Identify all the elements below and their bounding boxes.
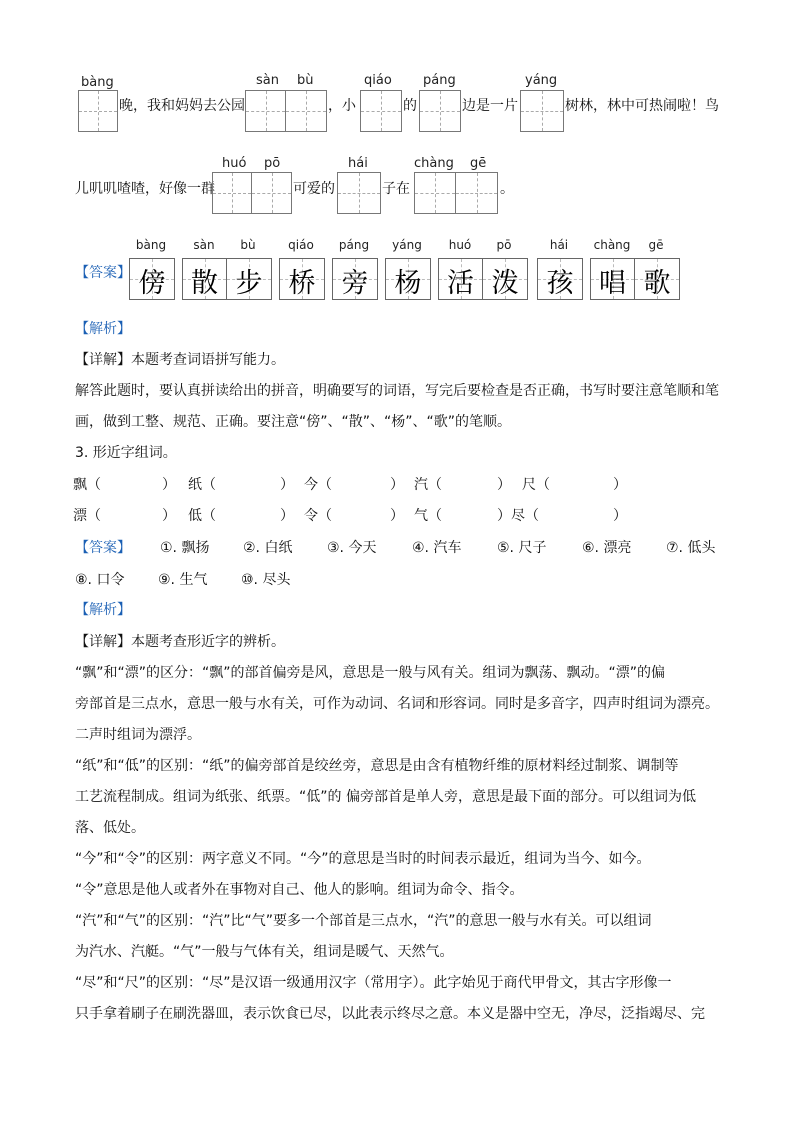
char-prompt: 漂（ [73,508,101,524]
answer-pinyin: pō [496,238,512,252]
answer-pinyin: huó [448,238,472,252]
analysis-line: 【详解】本题考查形近字的辨析。 [75,634,285,650]
analysis-label: 【解析】 [75,602,131,618]
blank-close: ） [390,477,404,493]
answer-label: 【答案】 [75,540,131,556]
answer-pinyin: gē [648,238,664,252]
analysis-line: “汽”和“气”的区别：“汽”比“气”要多一个部首是三点水，“汽”的意思一般与水有关。可以组词 [75,913,652,929]
blank-close: ） [280,508,294,524]
analysis-line: “今”和“令”的区别：两字意义不同。“今”的意思是当时的时间表示最近，组词为当今、如今。 [75,851,651,867]
pinyin-san: sàn [256,73,279,88]
analysis-line: “纸”和“低”的区别：“纸”的偏旁部首是绞丝旁，意思是由含有植物纤维的原材料经过制浆、调制等 [75,758,679,774]
sentence-fragment: ，小 [328,98,356,114]
answer-pinyin: páng [338,238,370,252]
analysis-line: 旁部首是三点水，意思一般与水有关，可作为动词、名词和形容词。同时是多音字，四声时组词为漂亮。 [75,696,719,712]
writing-box-qiao[interactable] [360,90,402,132]
answer-char: 傍 [138,268,166,299]
answer-char: 步 [235,268,263,299]
answer-char: 唱 [599,268,626,299]
analysis-line: 只手拿着刷子在刷洗器皿，表示饮食已尽，以此表示终尽之意。本义是器中空无，净尽，泛指竭尽、完 [75,1006,705,1022]
pinyin-bu: bù [297,73,314,88]
answer-char: 活 [447,268,474,299]
detail-text: 【详解】本题考查词语拼写能力。 [75,352,285,368]
answer-char: 歌 [643,268,671,299]
answer-item: ⑤. 尺子 [497,540,547,556]
answer-item: ③. 今天 [327,540,377,556]
char-prompt: 尽（ [511,508,539,524]
answer-box-qiao [279,258,325,300]
blank-close: ） [613,477,627,493]
answer-char: 旁 [341,268,369,299]
pinyin-bang: bàng [81,75,114,90]
char-prompt: 气（ [414,508,442,524]
answer-pinyin: bù [240,238,256,252]
analysis-line: 为汽水、汽艇。“气”一般与气体有关，组词是暖气、天然气。 [75,944,454,960]
char-prompt: 低（ [188,508,216,524]
pinyin-qiao: qiáo [364,73,392,88]
pinyin-ge: gē [470,156,487,171]
answer-box-changge [590,258,680,300]
pinyin-chang: chàng [414,156,454,171]
answer-item: ⑥. 漂亮 [582,540,632,556]
blank-close: ） [280,477,294,493]
sentence-fragment: 子在 [382,181,410,197]
answer-box-hai [537,258,583,300]
writing-box-sanbu[interactable] [245,90,327,132]
answer-char: 散 [191,268,218,299]
sentence-fragment: 儿叽叽喳喳，好像一群 [75,181,215,197]
writing-box-changge[interactable] [414,172,498,214]
answer-box-sanbu [182,258,272,300]
char-prompt: 尺（ [522,477,550,493]
pinyin-po: pō [264,156,281,171]
sentence-fragment: 的 [403,98,417,114]
analysis-line: “尽”和“尺”的区别：“尽”是汉语一级通用汉字（常用字）。此字始见于商代甲骨文，其古字形像一 [75,975,672,991]
answer-item: ②. 白纸 [243,540,293,556]
analysis-label: 【解析】 [75,321,131,337]
analysis-line: 二声时组词为漂浮。 [75,727,201,743]
answer-item: ①. 飘扬 [160,540,210,556]
analysis-line: “飘”和“漂”的区分：“飘”的部首偏旁是风，意思是一般与风有关。组词为飘荡、飘动。“漂”的偏 [75,665,666,681]
blank-close: ） [162,477,176,493]
answer-pinyin: sàn [193,238,215,252]
answer-pinyin: qiáo [288,238,314,252]
answer-label: 【答案】 [75,265,131,281]
pinyin-hai: hái [348,156,368,171]
writing-box-pang[interactable] [419,90,461,132]
char-prompt: 今（ [304,477,332,493]
answer-pinyin: chàng [593,238,631,252]
answer-char: 桥 [288,268,316,299]
answer-pinyin: hái [549,238,569,252]
writing-box-huopo[interactable] [212,172,292,214]
answer-box-pang [332,258,378,300]
answer-char: 孩 [546,268,574,299]
answer-item: ⑦. 低头 [666,540,716,556]
answer-pinyin: bàng [135,238,167,252]
answer-char: 泼 [491,268,519,299]
sentence-fragment: 。 [500,181,514,197]
char-prompt: 飘（ [73,477,101,493]
blank-close: ） [497,477,511,493]
sentence-fragment: 树林，林中可热闹啦！鸟 [565,98,719,114]
analysis-line: 工艺流程制成。组词为纸张、纸票。“低”的 偏旁部首是单人旁，意思是最下面的部分。可以组词为低 [75,789,696,805]
char-prompt: 汽（ [414,477,442,493]
answer-box-bang [129,258,175,300]
blank-close: ） [497,508,511,524]
char-prompt: 纸（ [188,477,216,493]
analysis-line: “令”意思是他人或者外在事物对自己、他人的影响。组词为命令、指令。 [75,882,524,898]
pinyin-yang: yáng [525,73,558,88]
answer-item: ⑩. 尽头 [241,572,291,588]
analysis-line: 落、低处。 [75,820,145,836]
pinyin-pang: páng [423,73,456,88]
answer-item: ⑧. 口令 [75,572,125,588]
answer-box-huopo [438,258,528,300]
sentence-fragment: 晚，我和妈妈去公园 [119,98,245,114]
blank-close: ） [162,508,176,524]
blank-close: ） [390,508,404,524]
question-title: 3. 形近字组词。 [75,445,177,461]
sentence-fragment: 边是一片 [462,98,518,114]
answer-char: 杨 [394,268,422,299]
sentence-fragment: 可爱的 [293,181,335,197]
pinyin-huo: huó [222,156,247,171]
char-prompt: 令（ [304,508,332,524]
writing-box-bang[interactable] [78,90,118,132]
writing-box-yang[interactable] [520,90,564,132]
writing-box-hai[interactable] [337,172,381,214]
blank-close: ） [613,508,627,524]
answer-item: ⑨. 生气 [158,572,208,588]
answer-item: ④. 汽车 [412,540,462,556]
explain-line: 解答此题时，要认真拼读给出的拼音，明确要写的词语，写完后要检查是否正确，书写时要注意笔顺和笔 [75,383,719,399]
answer-box-yang [385,258,431,300]
answer-pinyin: yáng [392,238,422,252]
explain-line: 画，做到工整、规范、正确。要注意“傍”、“散”、“杨”、“歌”的笔顺。 [75,414,512,430]
